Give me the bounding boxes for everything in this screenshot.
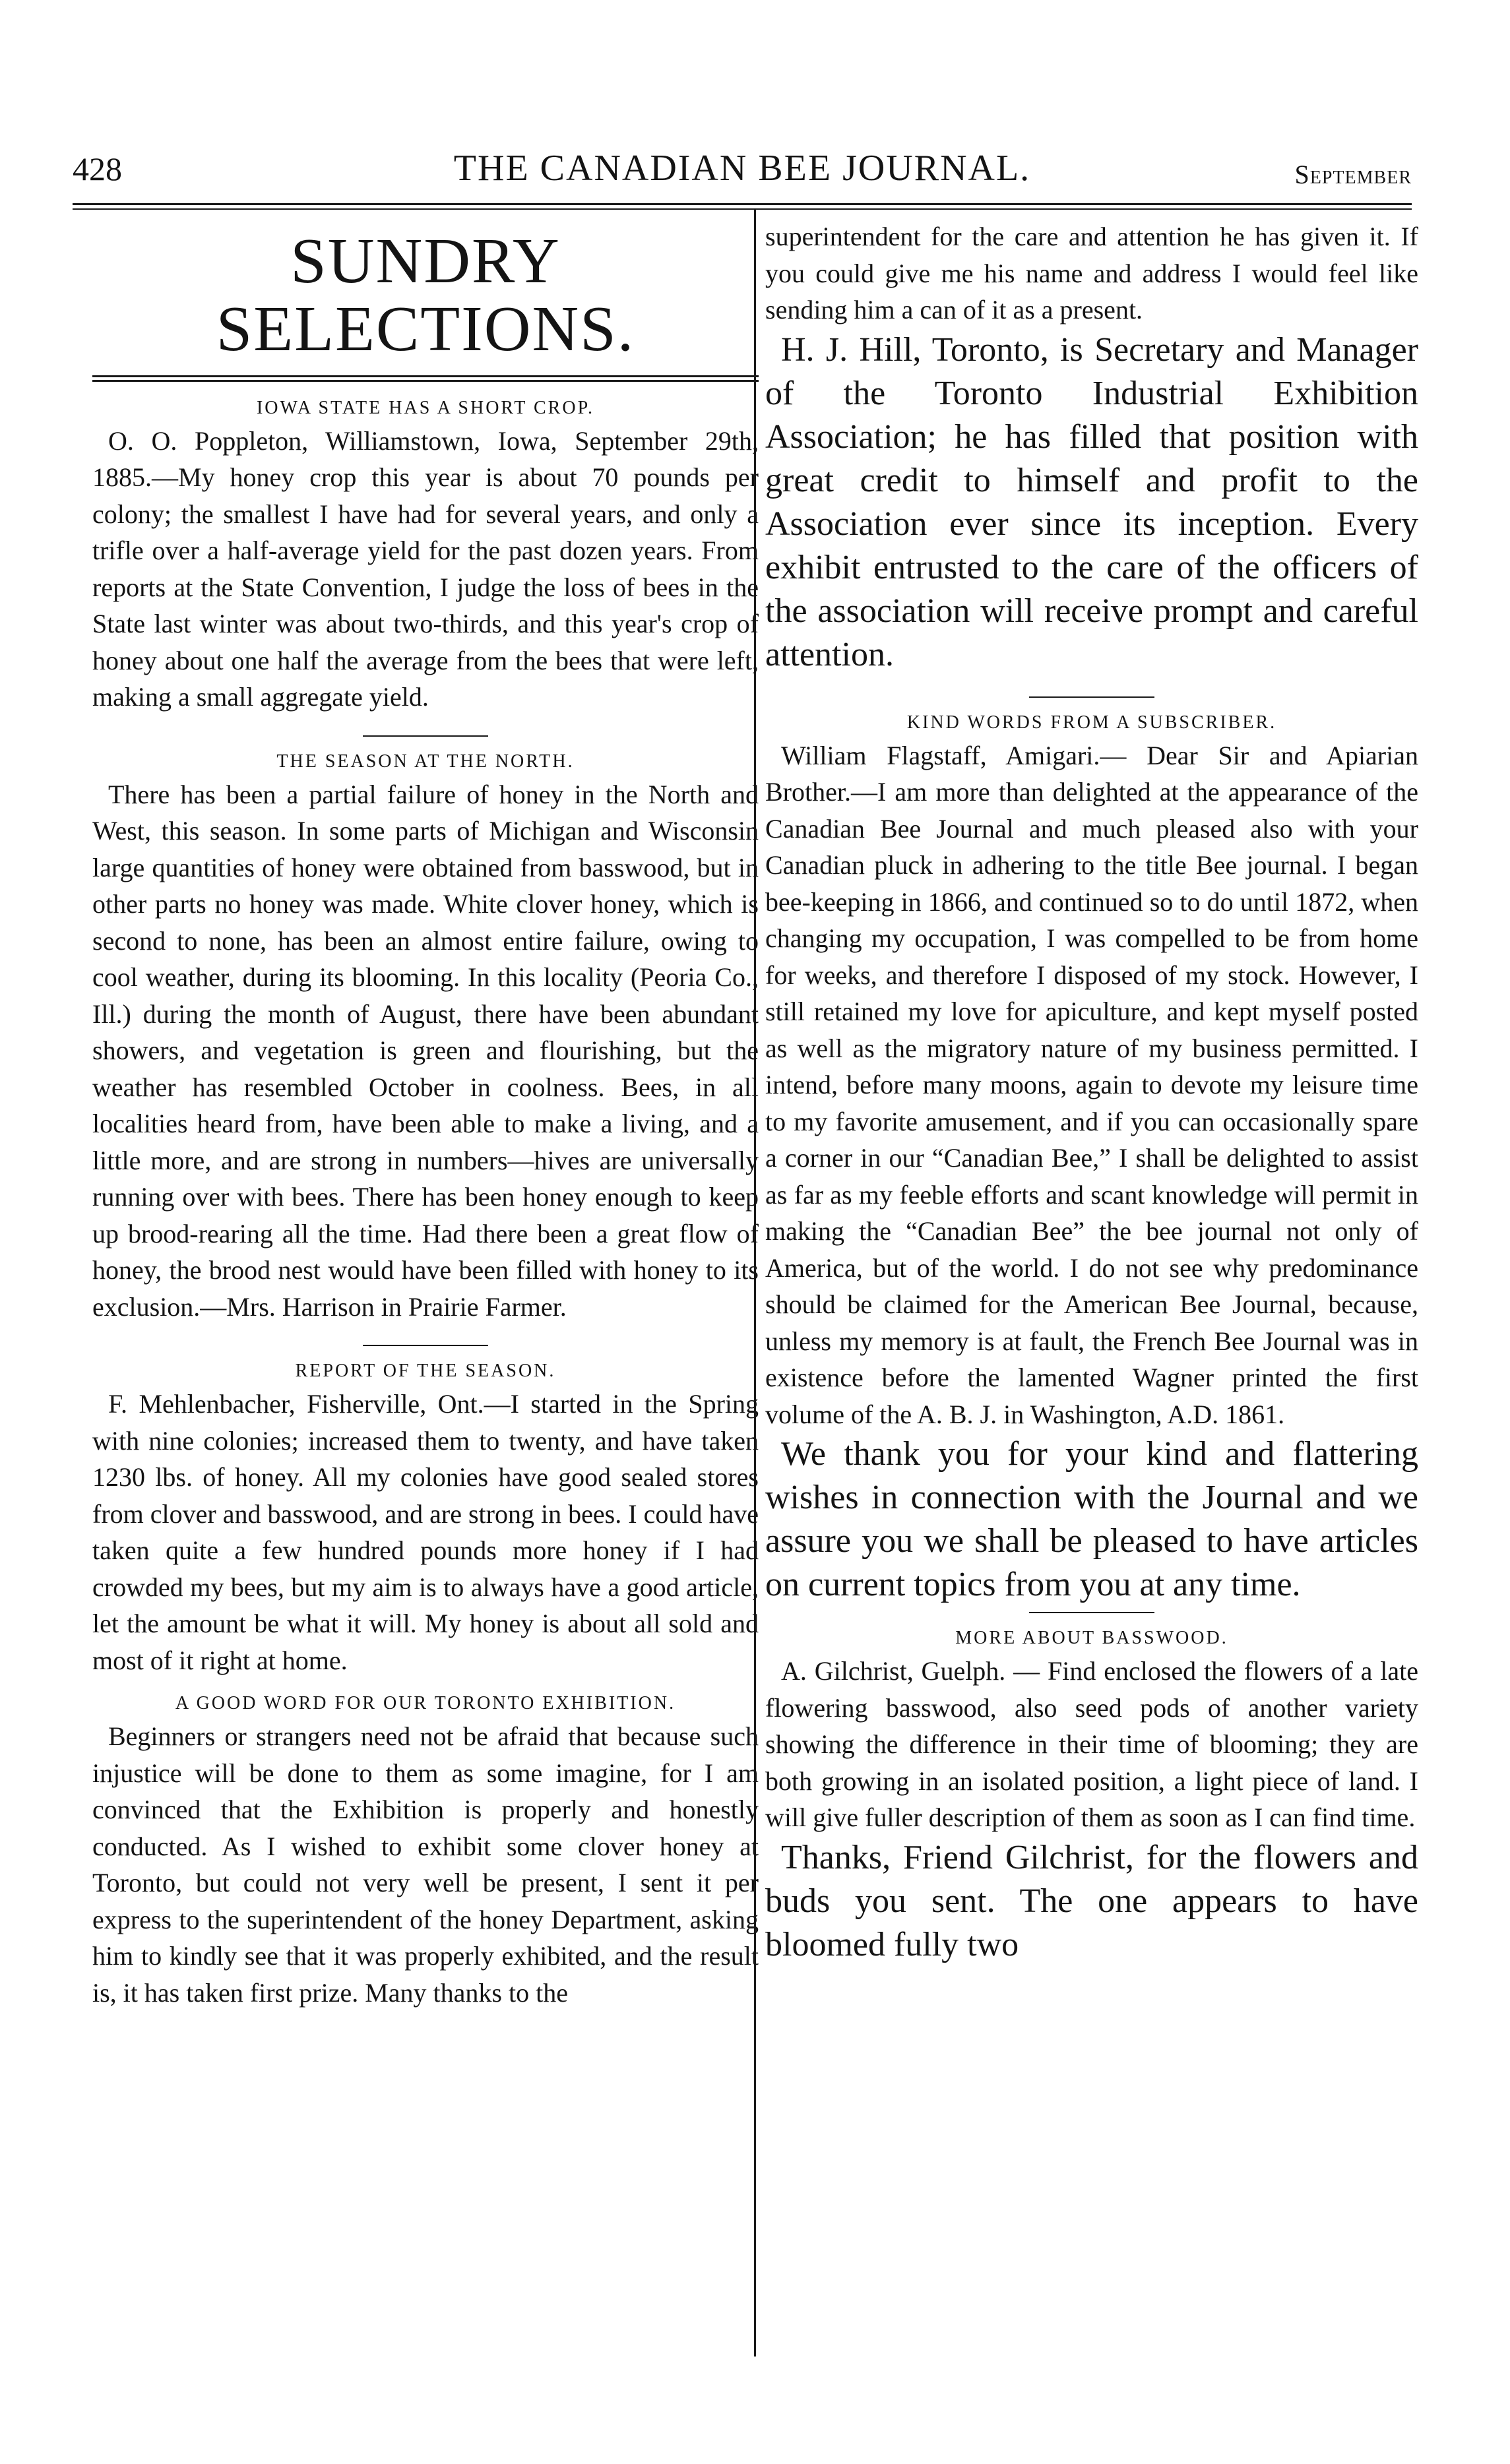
issue-month: September [1294,160,1412,189]
article-body-report: F. Mehlenbacher, Fisherville, Ont.—I started in the Spring with nine colonies; increased them to twenty, and have taken 1230 lbs. of honey. All my colonies have good sealed stores from clover and basswood, and are strong in bees. I could have taken quite a few hundred pounds more honey if I had crowded my bees, but my aim is to always have a good article, let the amount be what it will. My honey is about all sold and most of it right at home. [92,1389,759,1675]
article-heading-report: REPORT OF THE SEASON. [295,1361,556,1382]
page-header [73,142,1412,201]
header-rule-bottom [73,208,1412,210]
article-body-kind-words: William Flagstaff, Amigari.— Dear Sir and Apiarian Brother.—I am more than delighted at the appearance of the Canadian Bee Journal and much pleased also with your Canadian pluck in adhering to the title Bee journal. I began bee-keeping in 1866, and continued so to do until 1872, when changing my occupation, I was compelled to be from home for weeks, and therefore I disposed of my stock. However, I still retained my love for apiculture, and kept myself posted as well as the migratory nature of my business permitted. I intend, before many moons, again to devote my leisure time to my favorite amusement, and if you can occasionally spare a corner in our “Canadian Bee,” I shall be delighted to assist as far as my feeble efforts and scant knowledge will permit in making the “Canadian Bee” the bee journal not only of America, but of the world. I do not see why predominance should be claimed for the American Bee Journal, because, unless my memory is at fault, the French Bee Journal was in existence before the lamented Wagner printed the first volume of the A. B. J. in Washington, A.D. 1861. [765,740,1418,1429]
editorial-reply-basswood: Thanks, Friend Gilchrist, for the flowers and buds you sent. The one appears to have bloomed fully two [765,1838,1418,1963]
article-heading-exhibition: A GOOD WORD FOR OUR TORONTO EXHIBITION. [175,1693,676,1714]
editorial-note-hill: H. J. Hill, Toronto, is Secretary and Manager of the Toronto Industrial Exhibition Association; he has filled that position with great credit to himself and profit to the Association ever since its inception. Every exhibit entrusted to the care of the officers of the association will receive prompt and careful attention. [765,330,1418,673]
section-title: SUNDRY SELECTIONS. [216,226,635,365]
article-divider [1029,1612,1154,1613]
journal-title: THE CANADIAN BEE JOURNAL. [453,148,1031,189]
article-body-north: There has been a partial failure of honey in the North and West, this season. In some parts of Michigan and Wisconsin large quantities of honey were obtained from basswood, but in other parts no honey was made. White clover honey, which is second to none, has been an almost entire failure, owing to cool weather, during its blooming. In this locality (Peoria Co., Ill.) during the month of August, there have been abundant showers, and vegetation is green and flourishing, but the weather has resembled October in coolness. Bees, in all localities heard from, have been able to make a living, and a little more, and are strong in numbers—hives are universally running over with bees. There has been honey enough to keep up brood-rearing all the time. Had there been a great flow of honey, the brood nest would have been filled with honey to its exclusion.—Mrs. Harrison in Prairie Farmer. [92,779,759,1322]
article-body-exhibition: Beginners or strangers need not be afraid that because such injustice will be done to them as some imagine, for I am convinced that the Exhibition is properly and honestly conducted. As I wished to exhibit some clover honey at Toronto, but could not very well be present, I sent it per express to the superintendent of the honey Department, asking him to kindly see that it was properly exhibited, and the result is, it has taken first prize. Many thanks to the [92,1721,759,2008]
article-heading-kind-words: KIND WORDS FROM A SUBSCRIBER. [906,712,1277,733]
section-title-rule [92,375,759,382]
left-column [92,221,759,2011]
page-number: 428 [73,150,122,187]
article-heading-iowa: IOWA STATE HAS A SHORT CROP. [256,397,595,418]
article-divider [363,735,488,737]
article-heading-north: THE SEASON AT THE NORTH. [276,751,575,772]
right-column [765,221,1418,1967]
article-divider [1029,696,1154,698]
article-body-basswood: A. Gilchrist, Guelph. — Find enclosed the flowers of a late flowering basswood, also seed pods of another variety showing the difference in their time of blooming; they are both growing in an isolated position, a light piece of land. I will give fuller description of them as soon as I can find time. [765,1656,1418,1832]
article-heading-basswood: MORE ABOUT BASSWOOD. [955,1628,1228,1648]
header-rule-top [73,203,1412,205]
continued-text: superintendent for the care and attention he has given it. If you could give me his name and address I would feel like sending him a can of it as a present. [765,222,1418,324]
article-body-iowa: O. O. Poppleton, Williamstown, Iowa, September 29th, 1885.—My honey crop this year is about 70 pounds per colony; the smallest I have had for several years, and only a trifle over a half-average yield for the past dozen years. From reports at the State Convention, I judge the loss of bees in the State last winter was about two-thirds, and this year's crop of honey about one half the average from the bees that were left, making a small aggregate yield. [92,425,759,712]
article-divider [363,1345,488,1346]
editorial-reply-kind-words: We thank you for your kind and flattering wishes in connection with the Journal and we assure you we shall be pleased to have articles on current topics from you at any time. [765,1435,1418,1603]
